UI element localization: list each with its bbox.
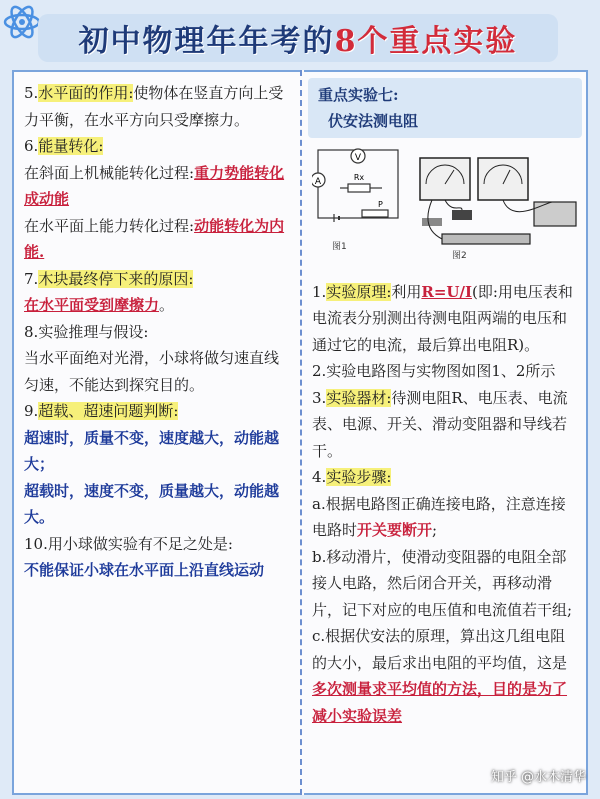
rheostat-device	[442, 234, 530, 244]
point-head: 实验推理与假设:	[38, 322, 149, 341]
page-title	[79, 16, 518, 60]
point-emphasis: 重力势能转化成动能	[24, 163, 285, 208]
step-3	[312, 385, 578, 465]
left-column	[12, 70, 300, 795]
watermark: 知乎 @水木清华	[490, 770, 586, 785]
title-text: 初中物理年年考的	[78, 24, 335, 59]
formula: R=U/I	[421, 282, 473, 301]
rheostat-symbol	[362, 210, 388, 217]
step-num: 4.	[312, 468, 327, 486]
resistor-symbol	[348, 184, 370, 192]
step-num: 3.	[312, 388, 327, 407]
point-head: 能量转化:	[38, 137, 104, 155]
ammeter-label: A	[314, 177, 322, 187]
point-num: 10.	[24, 534, 48, 553]
point-blue-text: 不能保证小球在水平面上沿直线运动	[24, 561, 265, 579]
experiment-name: 伏安法测电阻	[328, 112, 419, 130]
step-4a	[312, 491, 578, 544]
point-text: 在斜面上机械能转化过程:	[24, 163, 195, 182]
step-head: 实验步骤:	[326, 468, 392, 486]
slider-label: P	[378, 200, 383, 209]
point-8	[24, 319, 290, 399]
ammeter-device	[478, 158, 528, 200]
figure-2-label: 图2	[452, 251, 467, 261]
title-banner	[38, 14, 558, 62]
right-column	[304, 70, 588, 795]
point-head: 水平面的作用:	[38, 84, 134, 102]
point-num: 7.	[24, 269, 39, 288]
circuit-diagrams	[312, 144, 580, 264]
point-blue-text: 超速时，质量不变，速度越大，动能越大；	[24, 428, 280, 473]
point-text: 在水平面上能力转化过程:	[24, 216, 195, 235]
step-4c	[312, 623, 578, 729]
step-text: (即:用电压表和电流表分别测出待测电阻两端的电压和通过它的电流，最后算出电阻R)。	[312, 282, 573, 354]
step-text: 利用	[391, 282, 422, 301]
point-5	[24, 80, 290, 133]
step-text: a.根据电路图正确连接电路，注意连接电路时	[312, 494, 566, 539]
title-emphasis: 8个重点实验	[334, 24, 518, 59]
step-num: 1.	[312, 282, 327, 301]
step-head: 实验器材:	[326, 388, 392, 407]
battery-device	[534, 202, 576, 226]
step-2: 2.实验电路图与实物图如图1、2所示	[312, 362, 556, 380]
point-text: 当水平面绝对光滑，小球将做匀速直线匀速，不能达到探究目的。	[24, 349, 280, 394]
atom-logo-icon	[2, 2, 42, 42]
point-10	[24, 531, 290, 584]
experiment-title: 重点实验七:	[318, 86, 399, 104]
apparatus-drawing	[420, 158, 576, 261]
point-blue-text: 超载时，速度不变，质量越大，动能越大。	[24, 481, 280, 526]
point-6-flat	[24, 213, 290, 266]
voltmeter-label: V	[354, 153, 362, 163]
experiment-header	[308, 78, 582, 138]
switch-device	[422, 218, 442, 226]
point-9	[24, 398, 290, 531]
point-num: 8.	[24, 322, 39, 341]
point-6	[24, 133, 290, 160]
point-num: 6.	[24, 137, 39, 155]
step-4b: b.移动滑片，使滑动变阻器的电阻全部接人电路，然后闭合开关，再移动滑片，记下对应的电压值和电流值若干组;	[312, 547, 573, 619]
step-emphasis: 开关要断开	[357, 521, 433, 539]
point-emphasis: 动能转化为内能.	[24, 216, 285, 261]
point-emphasis: 在水平面受到摩擦力	[24, 296, 160, 314]
step-emphasis: 多次测量求平均值的方法，目的是为了减小实验误差	[312, 680, 568, 725]
point-6-slope	[24, 160, 290, 213]
resistor-label: Rx	[353, 173, 365, 182]
step-head: 实验原理:	[326, 282, 392, 301]
point-head: 木块最终停下来的原因:	[38, 269, 194, 288]
step-text: 待测电阻R、电压表、电流表、电源、开关、滑动变阻器和导线若干。	[312, 388, 568, 460]
point-num: 5.	[24, 84, 39, 102]
point-7	[24, 266, 290, 319]
step-tail: ;	[432, 521, 438, 539]
point-head: 用小球做实验有不足之处是:	[47, 534, 233, 553]
voltmeter-device	[420, 158, 470, 200]
step-1	[312, 279, 578, 359]
point-tail: 。	[159, 296, 175, 314]
point-num: 9.	[24, 402, 39, 420]
point-text: 使物体在竖直方向上受力平衡，在水平方向只受摩擦力。	[24, 84, 284, 129]
circuit-schematic	[312, 149, 398, 252]
step-4	[312, 464, 578, 491]
figure-1-label: 图1	[332, 242, 347, 252]
resistor-device	[452, 210, 472, 220]
step-text: c.根据伏安法的原理，算出这几组电阻的大小，最后求出电阻的平均值，这是	[312, 627, 568, 672]
point-head: 超载、超速问题判断:	[38, 402, 179, 420]
